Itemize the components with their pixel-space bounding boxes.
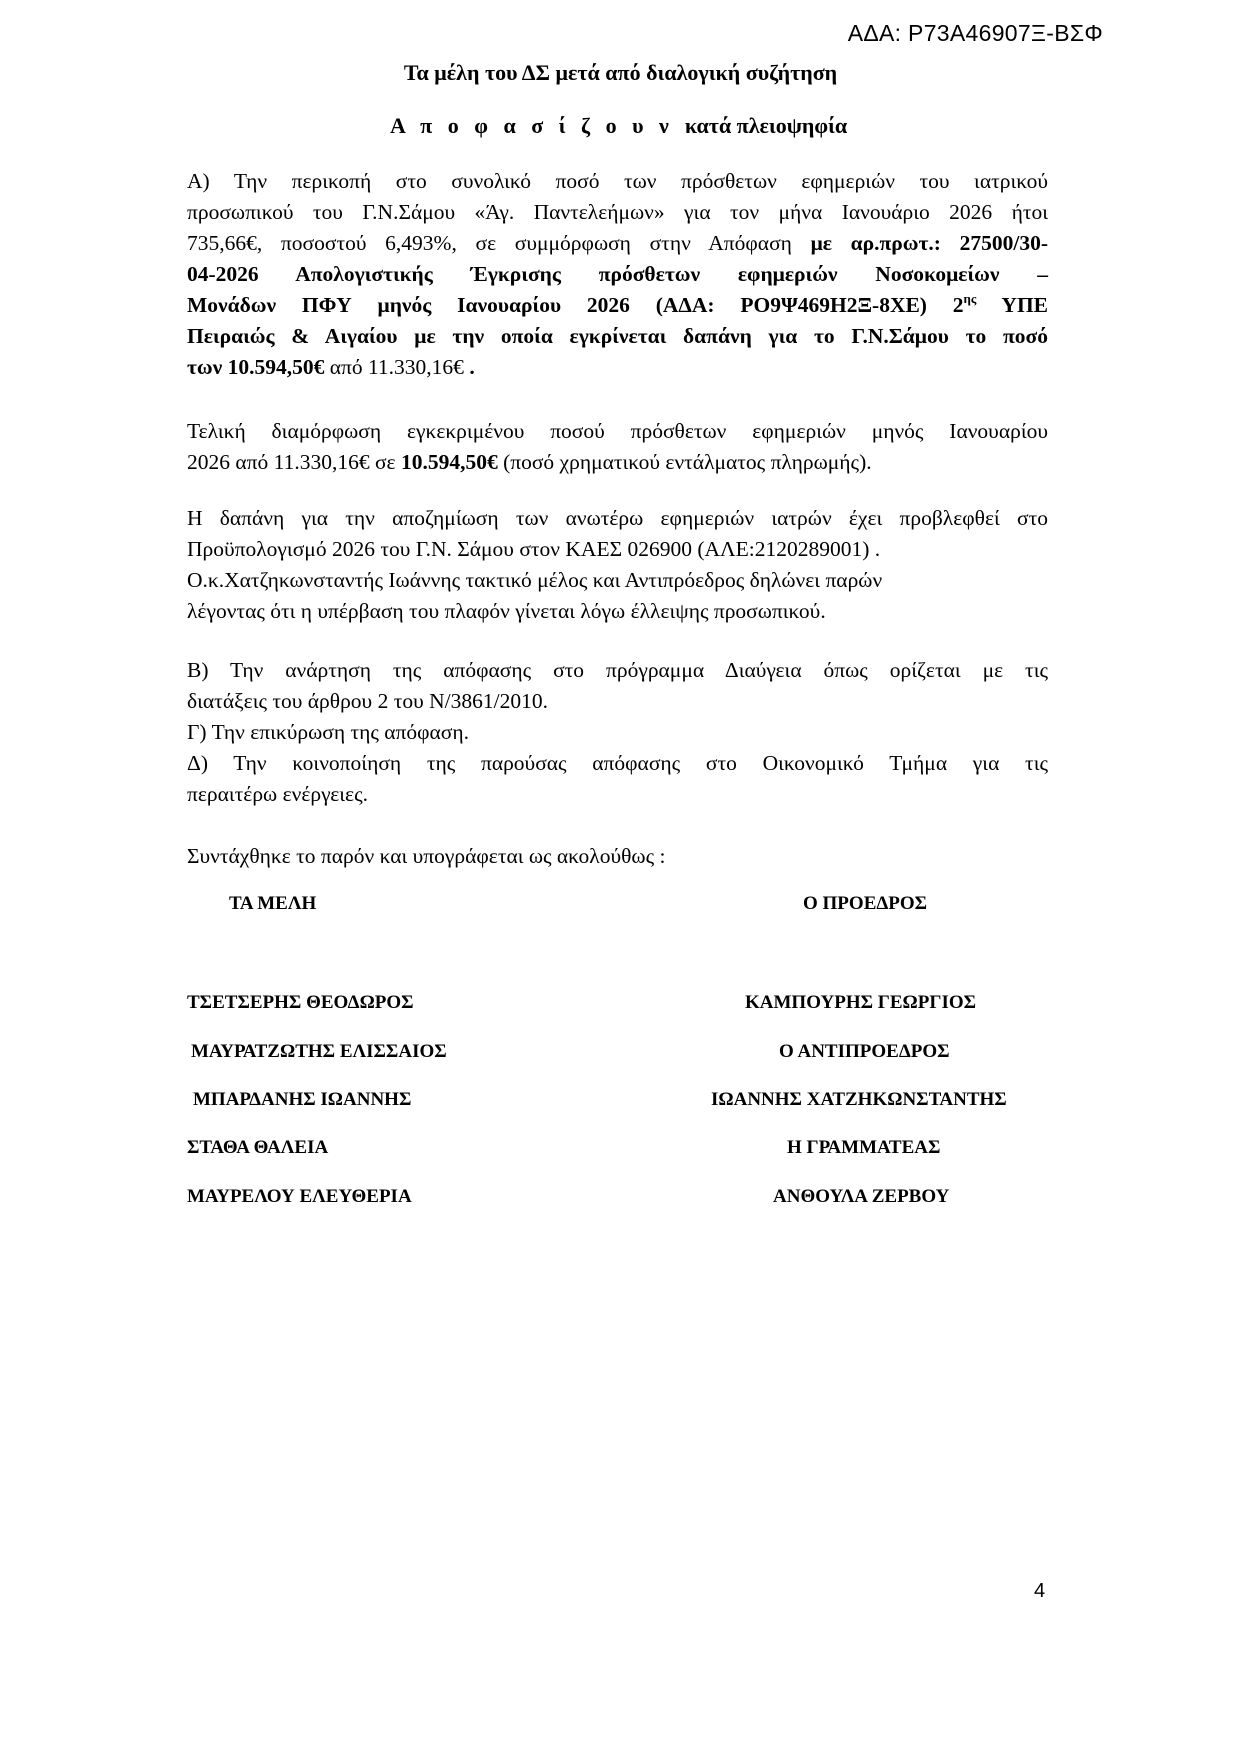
paragraph-a-bold: των 10.594,50€ [187, 355, 325, 379]
paragraph-a-bold: με αρ.πρωτ.: 27500/30- [810, 231, 1048, 255]
paragraph-a-line [187, 259, 1048, 290]
member-name: ΤΣΕΤΣΕΡΗΣ ΘΕΟΔΩΡΟΣ [187, 992, 414, 1013]
paragraph-a-line [187, 228, 1048, 259]
president-heading: Ο ΠΡΟΕΔΡΟΣ [803, 893, 928, 914]
decision-heading-rest: κατά πλειοψηφία [684, 113, 848, 138]
paragraph-g-line: Γ) Την επικύρωση της απόφαση. [187, 720, 470, 744]
paragraph-expense-line: λέγοντας ότι η υπέρβαση του πλαφόν γίνεται λόγω έλλειψης προσωπικού. [187, 599, 826, 623]
paragraph-a-text: από 11.330,16€ [324, 355, 470, 379]
paragraph-a [187, 166, 1048, 383]
paragraph-a-superscript: ης [963, 291, 977, 306]
decision-heading-verb: Α π ο φ α σ ί ζ ο υ ν [390, 113, 674, 138]
paragraph-b-line: Β) Την ανάρτηση της απόφασης στο πρόγραμμα Διαύγεια όπως ορίζεται με τις [187, 658, 1048, 682]
secretary-heading: Η ΓΡΑΜΜΑΤΕΑΣ [787, 1137, 941, 1158]
vice-president-name: ΙΩΑΝΝΗΣ ΧΑΤΖΗΚΩΝΣΤΑΝΤΗΣ [711, 1089, 1007, 1110]
paragraph-expense-line: Προϋπολογισμό 2026 του Γ.Ν. Σάμου στον ΚΑΕΣ 026900 (ΑΛΕ:2120289001) . [187, 537, 881, 561]
paragraph-b-g-d [187, 655, 1048, 810]
paragraph-a-bold: Πειραιώς & Αιγαίου με την οποία εγκρίνεται δαπάνη για το Γ.Ν.Σάμου το ποσό [187, 324, 1048, 348]
paragraph-d-line: περαιτέρω ενέργειες. [187, 782, 368, 806]
paragraph-expense-line: Ο.κ.Χατζηκωνσταντής Ιωάννης τακτικό μέλος και Αντιπρόεδρος δηλώνει παρών [187, 568, 883, 592]
page-number: 4 [1034, 1580, 1046, 1602]
member-name: ΣΤΑΘΑ ΘΑΛΕΙΑ [187, 1137, 329, 1158]
members-heading: ΤΑ ΜΕΛΗ [229, 893, 317, 914]
member-name: ΜΑΥΡΕΛΟΥ ΕΛΕΥΘΕΡΙΑ [187, 1186, 412, 1207]
paragraph-a-text: Μονάδων ΠΦΥ μηνός Ιανουαρίου 2026 (ΑΔΑ: ΡΟ9Ψ469Η2Ξ-8ΧΕ) 2 [187, 293, 964, 317]
closing-statement: Συντάχθηκε το παρόν και υπογράφεται ως ακολούθως : [187, 844, 666, 868]
member-name: ΜΠΑΡΔΑΝΗΣ ΙΩΑΝΝΗΣ [193, 1089, 412, 1110]
paragraph-a-text: ΥΠΕ [976, 293, 1049, 317]
secretary-name: ΑΝΘΟΥΛΑ ΖΕΡΒΟΥ [773, 1186, 950, 1207]
decision-heading [390, 113, 847, 139]
president-name: ΚΑΜΠΟΥΡΗΣ ΓΕΩΡΓΙΟΣ [745, 992, 977, 1013]
paragraph-a-line [187, 321, 1048, 352]
paragraph-expense [187, 503, 1048, 627]
paragraph-final-text: (ποσό χρηματικού εντάλματος πληρωμής). [497, 450, 872, 474]
paragraph-d-line: Δ) Την κοινοποίηση της παρούσας απόφασης στο Οικονομικό Τμήμα για τις [187, 751, 1048, 775]
member-name: ΜΑΥΡΑΤΖΩΤΗΣ ΕΛΙΣΣΑΙΟΣ [191, 1041, 447, 1062]
paragraph-a-line [187, 352, 1048, 383]
paragraph-a-bold: . [469, 355, 475, 379]
paragraph-final-amount [187, 416, 1048, 478]
vice-president-heading: Ο ΑΝΤΙΠΡΟΕΔΡΟΣ [779, 1041, 950, 1062]
paragraph-expense-line: Η δαπάνη για την αποζημίωση των ανωτέρω εφημεριών ιατρών έχει προβλεφθεί στο [187, 506, 1048, 530]
discussion-heading: Τα μέλη του ΔΣ μετά από διαλογική συζήτηση [403, 60, 838, 85]
paragraph-a-line: Α) Την περικοπή στο συνολικό ποσό των πρόσθετων εφημεριών του ιατρικού [187, 169, 1048, 193]
paragraph-a-text: 735,66€, ποσοστού 6,493%, σε συμμόρφωση στην Απόφαση [187, 231, 811, 255]
paragraph-final-bold: 10.594,50€ [400, 450, 498, 474]
ada-code: ΑΔΑ: Ρ73Α46907Ξ-ΒΣΦ [847, 20, 1103, 46]
paragraph-a-bold [187, 293, 1048, 317]
paragraph-final-line [187, 447, 1048, 478]
paragraph-a-line [187, 290, 1048, 321]
paragraph-a-line: προσωπικού του Γ.Ν.Σάμου «Άγ. Παντελεήμων» για τον μήνα Ιανουάριο 2026 ήτοι [187, 200, 1048, 224]
paragraph-b-line: διατάξεις του άρθρου 2 του Ν/3861/2010. [187, 689, 548, 713]
paragraph-final-text: 2026 από 11.330,16€ σε [187, 450, 401, 474]
paragraph-final-line: Τελική διαμόρφωση εγκεκριμένου ποσού πρόσθετων εφημεριών μηνός Ιανουαρίου [187, 419, 1048, 443]
paragraph-a-bold: 04-2026 Απολογιστικής Έγκρισης πρόσθετων εφημεριών Νοσοκομείων – [187, 262, 1048, 286]
